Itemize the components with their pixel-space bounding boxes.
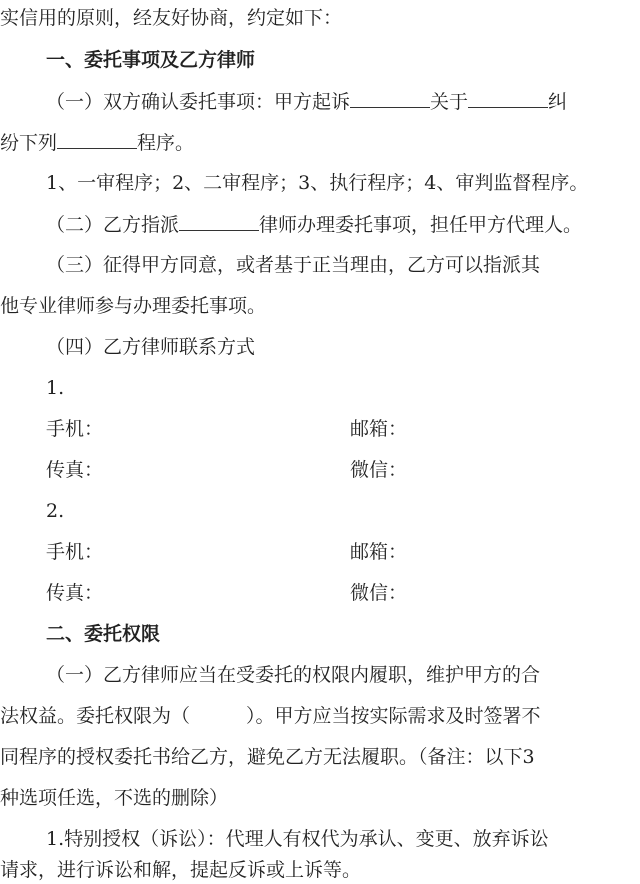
s1-p1-text-c: 纠 [548,91,568,113]
s1-p1-text-d: 纷下列 [0,132,58,154]
lawyer-2-fax-label: 传真： [46,582,104,604]
s1-p1-text-a: （一）双方确认委托事项：甲方起诉 [46,91,351,113]
intro-line: 实信用的原则，经友好协商，约定如下： [0,7,343,29]
option-1-line1: 1.特别授权（诉讼）：代理人有权代为承认、变更、放弃诉讼 [46,828,549,850]
lawyer-2-phone-label: 手机： [46,541,104,563]
section-2-heading: 二、委托权限 [46,623,161,645]
lawyer-2-email-label: 邮箱： [350,541,408,563]
lawyer-1-wechat-label: 微信： [350,459,408,481]
s2-p1-line4: 种选项任选，不选的删除） [0,787,229,809]
option-1-line2: 请求，进行诉讼和解，提起反诉或上诉等。 [0,859,362,881]
s1-p2-text-b: 律师办理委托事项，担任甲方代理人。 [259,214,583,236]
procedure-list: 1、一审程序；2、二审程序；3、执行程序；4、审判监督程序。 [46,172,589,194]
plaintiff-blank[interactable] [350,89,430,108]
s1-p1-text-b: 关于 [430,91,469,113]
lawyer-1-phone-label: 手机： [46,418,104,440]
s1-p3-line2: 他专业律师参与办理委托事项。 [0,295,267,317]
s1-p1-line2 [0,130,640,155]
lawyer-1-number: 1. [46,377,65,399]
s1-p3-line1: （三）征得甲方同意，或者基于正当理由，乙方可以指派其 [46,254,541,276]
s1-p4-line: （四）乙方律师联系方式 [46,336,256,358]
s1-p2-line [46,212,640,237]
s1-p1-text-e: 程序。 [137,132,195,154]
s2-p1-text-b2: ）。甲方应当按实际需求及时签署不 [246,705,541,727]
lawyer-name-blank[interactable] [179,212,259,231]
case-subject-blank[interactable] [468,89,548,108]
s2-p1-line1: （一）乙方律师应当在受委托的权限内履职，维护甲方的合 [46,664,541,686]
s1-p2-text-a: （二）乙方指派 [46,214,180,236]
s2-p1-line2 [0,704,640,728]
s2-p1-text-b1: 法权益。委托权限为（ [0,705,191,727]
lawyer-2-wechat-label: 微信： [350,582,408,604]
s1-p1-line1 [46,89,640,114]
section-1-heading: 一、委托事项及乙方律师 [46,49,256,71]
lawyer-2-number: 2. [46,500,65,522]
procedure-blank[interactable] [57,130,137,149]
lawyer-1-email-label: 邮箱： [350,418,408,440]
s2-p1-line3: 同程序的授权委托书给乙方，避免乙方无法履职。（备注：以下3 [0,746,535,768]
lawyer-1-fax-label: 传真： [46,459,104,481]
